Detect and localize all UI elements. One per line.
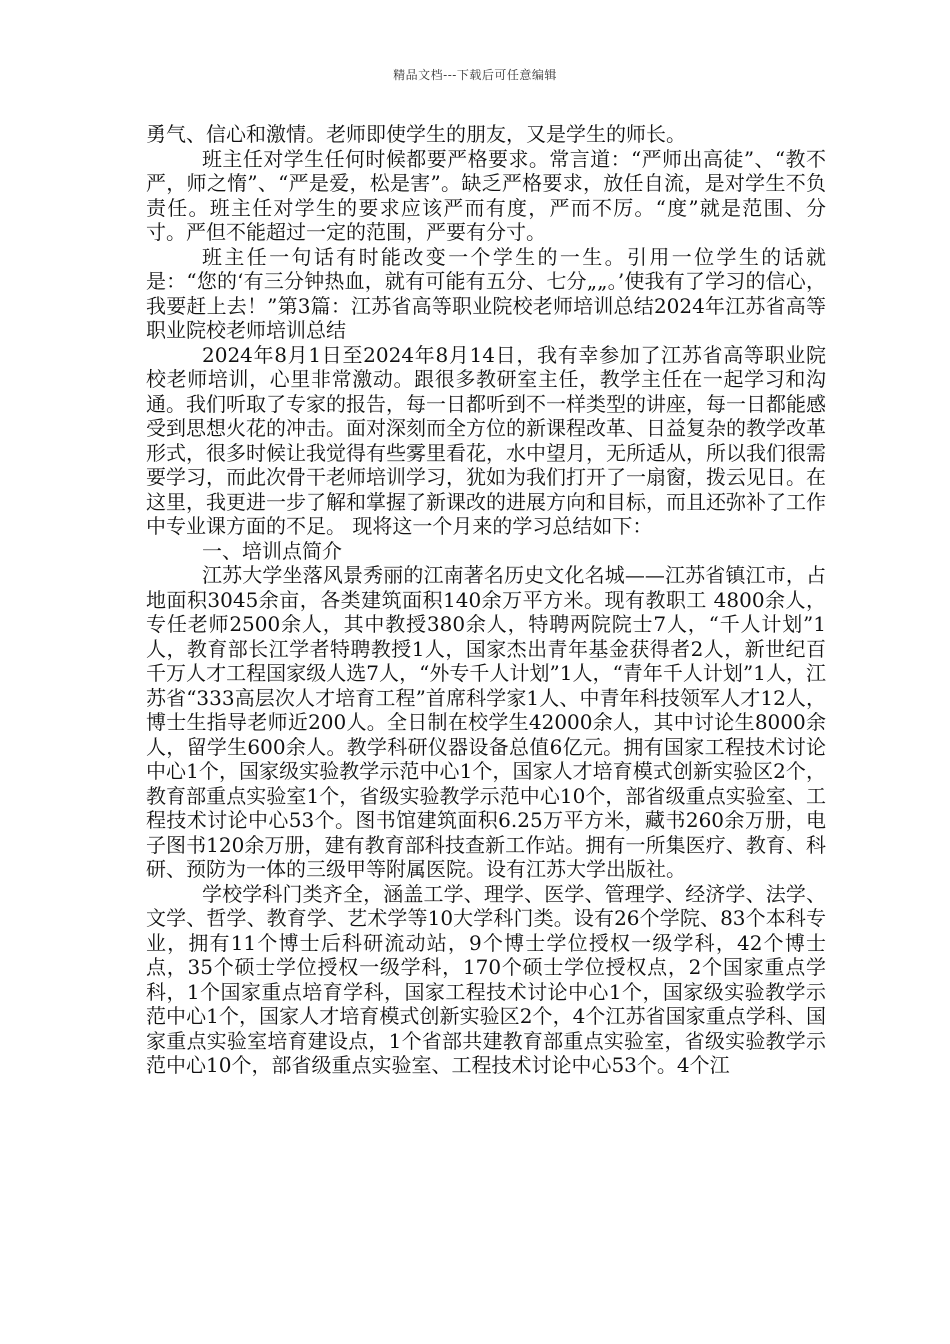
page-header: 精品文档---下载后可任意编辑 xyxy=(393,68,557,82)
section-heading-training-site: 一、培训点简介 xyxy=(202,538,342,563)
paragraph-continuation: 勇气、信心和激情。老师即使学生的朋友，又是学生的师长。 xyxy=(146,122,686,146)
paragraph-university-overview: 江苏大学坐落风景秀丽的江南著名历史文化名城——江苏省镇江市，占地面积3045余亩，各类建筑面积140余万平方米。现有教职工 4800余人，专任老师2500余人，其中教授380余人，特聘两院院士7人，“千人计划”1人，教育部长江学者特聘教授1人，国家杰出青年基金获得者2人，新世纪百千万人才工程国家级人选7人，“外专千人计划”1人，“青年千人计划”1人，江苏省“333高层次人才培育工程”首席科学家1人、中青年科技领军人才12人，博士生指导老师近200人。全日制在校学生42000余人，其中讨论生8000余人，留学生600余人。教学科研仪器设备总值6亿元。拥有国家工程技术讨论中心1个，国家级实验教学示范中心1个，国家人才培育模式创新实验区2个，教育部重点实验室1个，省级实验教学示范中心10个，部省级重点实验室、工程技术讨论中心53个。图书馆建筑面积6.25万平方米，藏书260余万册，电子图书120余万册，建有教育部科技查新工作站。拥有一所集医疗、教育、科研、预防为一体的三级甲等附属医院。设有江苏大学出版社。 xyxy=(146,563,826,881)
paragraph-student-quote: 班主任一句话有时能改变一个学生的一生。引用一位学生的话就是：“您的‘有三分钟热血，就有可能有五分、七分„„。’使我有了学习的信心，我要赶上去！”第3篇：江苏省高等职业院校老师培训总结2024年江苏省高等职业院校老师培训总结 xyxy=(146,244,826,342)
document-body xyxy=(146,122,826,1078)
paragraph-training-intro: 2024年8月1日至2024年8月14日，我有幸参加了江苏省高等职业院校老师培训，心里非常激动。跟很多教研室主任，教学主任在一起学习和沟通。我们听取了专家的报告，每一日都听到不一样类型的讲座，每一日都能感受到思想火花的冲击。面对深刻而全方位的新课程改革、日益复杂的教学改革形式，很多时候让我觉得有些雾里看花，水中望月，无所适从，所以我们很需要学习，而此次骨干老师培训学习，犹如为我们打开了一扇窗，拨云见日。在这里，我更进一步了解和掌握了新课改的进展方向和目标，而且还弥补了工作中专业课方面的不足。 现将这一个月来的学习总结如下： xyxy=(146,342,826,538)
paragraph-strict-requirements: 班主任对学生任何时候都要严格要求。常言道：“严师出高徒”、“教不严，师之惰”、“严是爱，松是害”。缺乏严格要求，放任自流，是对学生不负责任。班主任对学生的要求应该严而有度，严而不厉。“度”就是范围、分寸。严但不能超过一定的范围，严要有分寸。 xyxy=(146,146,826,244)
paragraph-disciplines: 学校学科门类齐全，涵盖工学、理学、医学、管理学、经济学、法学、文学、哲学、教育学、艺术学等10大学科门类。设有26个学院、83个本科专业，拥有11个博士后科研流动站，9个博士学位授权一级学科，42个博士点，35个硕士学位授权一级学科，170个硕士学位授权点，2个国家重点学科，1个国家重点培育学科，国家工程技术讨论中心1个，国家级实验教学示范中心1个，国家人才培育模式创新实验区2个，4个江苏省国家重点学科、国家重点实验室培育建设点，1个省部共建教育部重点实验室，省级实验教学示范中心10个，部省级重点实验室、工程技术讨论中心53个。4个江 xyxy=(146,881,826,1077)
